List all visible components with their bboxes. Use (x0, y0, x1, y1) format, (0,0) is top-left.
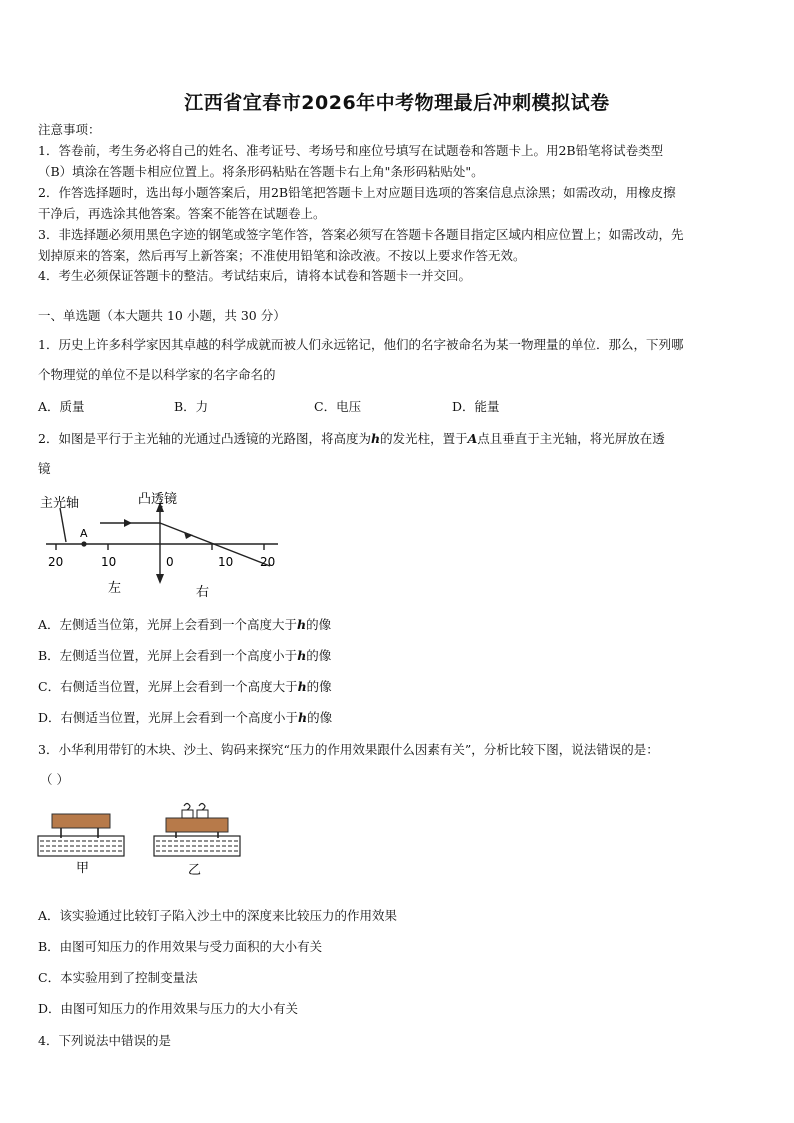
axis-label: 主光轴 (40, 496, 80, 511)
left-label: 左 (108, 581, 122, 596)
option-c: C．电压 (314, 399, 362, 414)
question-3-blank: （ ） (40, 772, 69, 787)
option-a: A．左侧适当位第，光屏上会看到一个高度大于h的像 (38, 617, 332, 632)
question-4-text: 4．下列说法中错误的是 (38, 1033, 171, 1048)
tick-label: 10 (218, 555, 234, 569)
section-heading: 一、单选题（本大题共 10 小题，共 30 分） (38, 308, 286, 323)
page-title: 江西省宜春市2026年中考物理最后冲刺模拟试卷 (184, 92, 610, 114)
point-a-label: A (80, 527, 88, 540)
option-c: C．本实验用到了控制变量法 (38, 970, 198, 985)
notice-line: 划掉原来的答案，然后再写上新答案；不准使用铅笔和涂改液。不按以上要求作答无效。 (38, 248, 526, 263)
option-b: B．力 (174, 399, 209, 414)
question-2-text: 2．如图是平行于主光轴的光通过凸透镜的光路图，将高度为h的发光柱，置于A点且垂直于主光轴，将光屏放在透 (38, 431, 665, 446)
right-label: 右 (196, 585, 210, 600)
notice-line: 4．考生必须保证答题卡的整洁。考试结束后，请将本试卷和答题卡一并交回。 (38, 268, 471, 283)
tick-label: 10 (101, 555, 117, 569)
lens-diagram (38, 486, 288, 601)
option-b: B．由图可知压力的作用效果与受力面积的大小有关 (38, 939, 323, 954)
option-d: D．能量 (452, 399, 500, 414)
option-a: A．该实验通过比较钉子陷入沙土中的深度来比较压力的作用效果 (38, 908, 398, 923)
tick-label: 20 (260, 555, 276, 569)
setup-yi (154, 804, 240, 857)
setup-jia (38, 814, 124, 856)
notice-line: 2．作答选择题时，选出每小题答案后，用2B铅笔把答题卡上对应题目选项的答案信息点涂黑；如需改动，用橡皮擦 (38, 185, 676, 200)
label-jia: 甲 (76, 861, 90, 876)
option-a: A．质量 (38, 399, 85, 414)
option-d: D．右侧适当位置，光屏上会看到一个高度小于h的像 (38, 710, 333, 725)
option-d: D．由图可知压力的作用效果与压力的大小有关 (38, 1001, 299, 1016)
question-1-text: 个物理觉的单位不是以科学家的名字命名的 (38, 367, 276, 382)
notice-line: 3．非选择题必须用黑色字迹的钢笔或签字笔作答，答案必须写在答题卡各题目指定区域内相应位置上；如需改动，先 (38, 227, 684, 242)
lens-label: 凸透镜 (138, 492, 178, 507)
option-c: C．右侧适当位置，光屏上会看到一个高度大于h的像 (38, 679, 332, 694)
tick-label: 0 (166, 555, 174, 569)
notice-line: 干净后，再选涂其他答案。答案不能答在试题卷上。 (38, 206, 326, 221)
question-1-text: 1．历史上许多科学家因其卓越的科学成就而被人们永远铭记，他们的名字被命名为某一物理量的单位．那么，下列哪 (38, 337, 684, 352)
notice-line: （B）填涂在答题卡相应位置上。将条形码粘贴在答题卡右上角"条形码粘贴处"。 (38, 164, 484, 179)
label-yi: 乙 (188, 863, 202, 878)
pressure-experiment-diagram (36, 800, 246, 878)
option-b: B．左侧适当位置，光屏上会看到一个高度小于h的像 (38, 648, 332, 663)
question-3-text: 3．小华利用带钉的木块、沙土、钩码来探究“压力的作用效果跟什么因素有关”，分析比较下图，说法错误的是： (38, 742, 659, 757)
notice-heading: 注意事项： (38, 122, 101, 137)
question-2-text: 镜 (38, 461, 51, 476)
tick-label: 20 (48, 555, 64, 569)
notice-line: 1．答卷前，考生务必将自己的姓名、准考证号、考场号和座位号填写在试题卷和答题卡上。用2B铅笔将试卷类型 (38, 143, 664, 158)
